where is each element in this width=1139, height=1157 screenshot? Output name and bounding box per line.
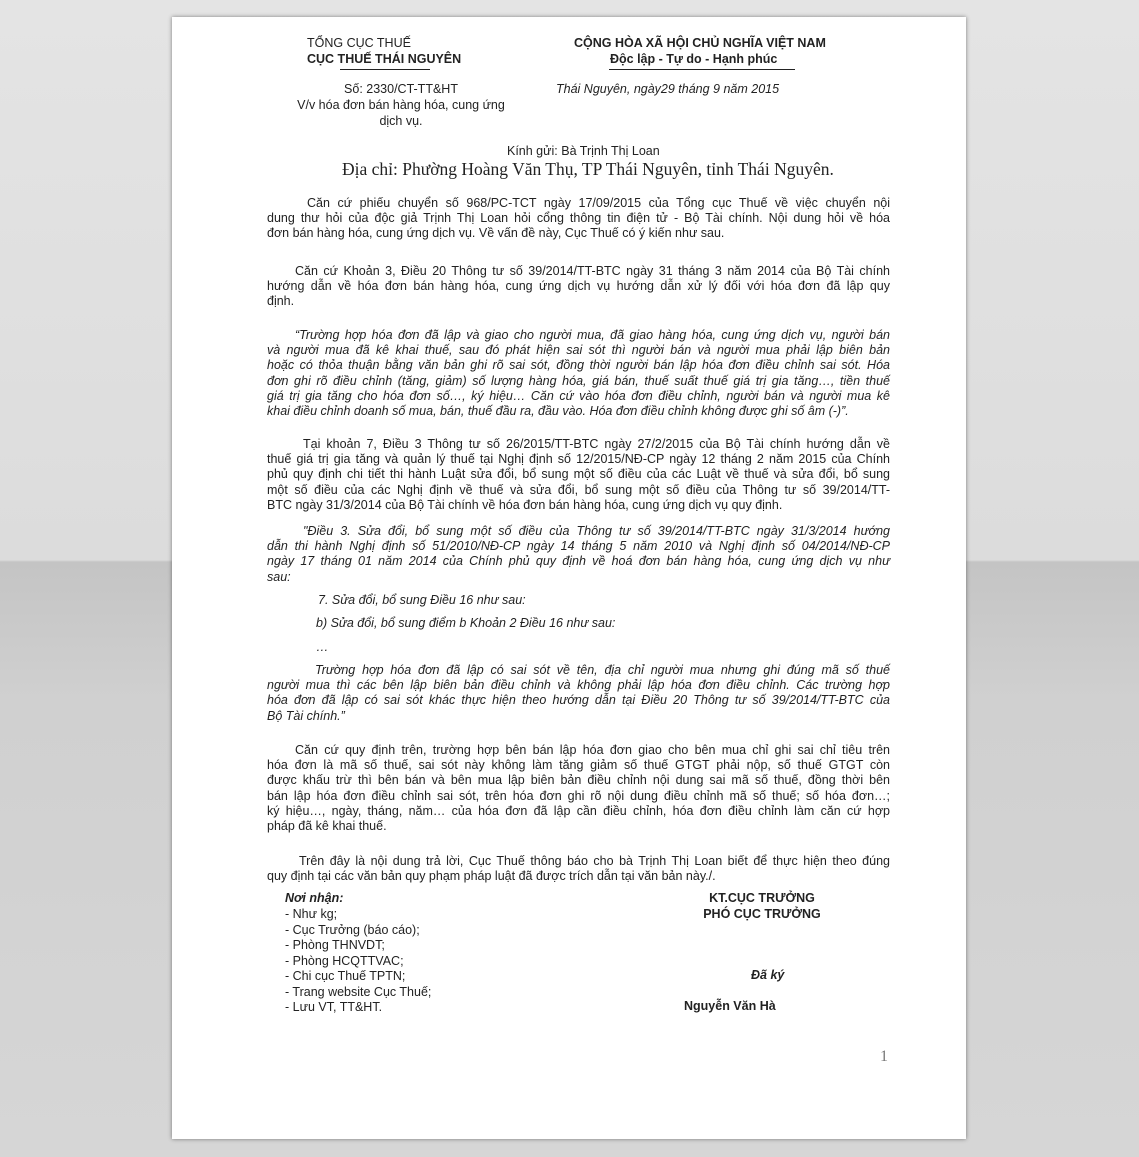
motto: Độc lập - Tự do - Hạnh phúc — [610, 52, 778, 66]
country-name: CỘNG HÒA XÃ HỘI CHỦ NGHĨA VIỆT NAM — [574, 36, 826, 50]
text-line: Tại khoản 7, Điều 3 Thông tư số 26/2015/TT-BTC ngày 27/2/2015 của Bộ Tài chính hướng dẫn về — [303, 437, 890, 451]
text-line: giá trị gia tăng cho hóa đơn số…, ký hiệu… Căn cứ vào hóa đơn điều chỉnh, người bán và người mua kê — [267, 388, 890, 403]
paragraph-9-quote — [267, 663, 890, 724]
text-line: định. — [267, 294, 295, 309]
text-line: sau: — [267, 569, 291, 584]
signature-title-2: PHÓ CỤC TRƯỞNG — [703, 907, 821, 921]
signer-name: Nguyễn Văn Hà — [684, 999, 776, 1013]
text-line: một số điều của các Nghị định về thuế và sửa đổi, bổ sung một số điều của Thông tư số 39/2014/TT- — [267, 482, 890, 497]
text-line: Căn cứ Khoản 3, Điều 20 Thông tư số 39/2014/TT-BTC ngày 31 tháng 3 năm 2014 của Bộ Tài chính — [295, 264, 890, 278]
text-line: phủ quy định chi tiết thi hành Luật sửa đổi, bổ sung một số điều của các Luật về thuế và sửa đổi, bổ sung — [267, 467, 890, 482]
recipient-address: Địa chỉ: Phường Hoàng Văn Thụ, TP Thái Nguyên, tỉnh Thái Nguyên. — [342, 159, 834, 179]
text-line: người mua thì các bên lập biên bản điều chỉnh và không phải lập hóa đơn điều chỉnh. Các trường hợp — [267, 678, 890, 693]
motto-underline — [609, 69, 795, 70]
text-line: đơn ghi rõ điều chỉnh (tăng, giảm) số lượng hàng hóa, giá bán, thuế suất thuế giá trị gia tăng…, tiền thuế — [267, 373, 890, 388]
text-line: khai điều chỉnh doanh số mua, bán, thuế đầu ra, đầu vào. Hóa đơn điều chỉnh không được ghi số âm (-)”. — [267, 404, 849, 419]
text-line: và người mua đã kê khai thuế, sau đó phát hiện sai sót thì người bán và người mua phải lập biên bản — [267, 343, 890, 358]
recipient-item: - Cục Trưởng (báo cáo); — [285, 922, 420, 937]
text-line: BTC ngày 31/3/2014 của Bộ Tài chính về hóa đơn bán hàng hóa, cung ứng dịch vụ quy định. — [267, 497, 783, 512]
recipient-item: - Lưu VT, TT&HT. — [285, 1000, 383, 1014]
agency-parent: TỔNG CỤC THUẾ — [307, 36, 411, 50]
recipient-item: - Phòng HCQTTVAC; — [285, 953, 404, 968]
text-line: hóa đơn đã lập có sai sót khác thực hiện theo hướng dẫn tại Điều 20 Thông tư số 39/2014/TT-BTC của — [267, 693, 890, 708]
text-line: bán lập hóa đơn điều chỉnh sai sót, trên hóa đơn ghi rõ nội dung điều chỉnh mã số thuế; số hóa đơn…; — [267, 788, 890, 803]
text-line: đơn bán hàng hóa, cung ứng dịch vụ. Về vấn đề này, Cục Thuế có ý kiến như sau. — [267, 226, 725, 241]
paragraph-6: 7. Sửa đổi, bổ sung Điều 16 như sau: — [318, 593, 526, 607]
agency-name: CỤC THUẾ THÁI NGUYÊN — [307, 52, 462, 66]
text-line: “Trường hợp hóa đơn đã lập và giao cho người mua, đã giao hàng hóa, cung ứng dịch vụ, người bán — [295, 328, 890, 342]
recipient-item: - Trang website Cục Thuế; — [285, 984, 432, 999]
paragraph-4 — [267, 437, 890, 513]
text-line: hướng dẫn về hóa đơn bán hàng hóa, cung ứng dịch vụ hướng dẫn xử lý đối với hóa đơn đã lập quy — [267, 279, 890, 294]
text-line: "Điều 3. Sửa đổi, bổ sung một số điều của Thông tư số 39/2014/TT-BTC ngày 31/3/2014 hướng — [303, 524, 890, 538]
paragraph-2 — [267, 264, 890, 310]
paragraph-1 — [267, 196, 890, 242]
recipients-list — [285, 907, 431, 1016]
subject-line-1: V/v hóa đơn bán hàng hóa, cung ứng — [297, 98, 505, 112]
recipients-label: Nơi nhận: — [285, 891, 344, 905]
text-line: dẫn thi hành Nghị định số 51/2010/NĐ-CP ngày 14 tháng 5 năm 2010 và Nghị định số 04/2014/NĐ-CP — [267, 539, 890, 554]
paragraph-5-quote — [267, 524, 890, 585]
text-line: thuế giá trị gia tăng và quản lý thuế tại Nghị định số 12/2015/NĐ-CP ngày 12 tháng 2 năm 2015 của Chính — [267, 452, 890, 467]
subject-line-2: dịch vụ. — [379, 114, 423, 128]
text-line: quy định tại các văn bản quy phạm pháp luật đã được trích dẫn tại văn bản này./. — [267, 869, 716, 884]
paragraph-8: … — [316, 640, 329, 654]
text-line: ký hiệu…, ngày, tháng, năm… của hóa đơn đã lập cần điều chỉnh, hóa đơn điều chỉnh làm căn cứ hợp — [267, 803, 890, 818]
text-line: Trường hợp hóa đơn đã lập có sai sót về tên, địa chỉ người mua nhưng ghi đúng mã số thuế — [315, 663, 890, 677]
signature-title-1: KT.CỤC TRƯỞNG — [709, 891, 815, 905]
text-line: được khấu trừ thì bên bán và bên mua lập biên bản điều chỉnh nội dung sai mã số thuế, đồng thời bên — [267, 773, 890, 788]
recipient-item: - Phòng THNVDT; — [285, 938, 385, 952]
text-line: Căn cứ phiếu chuyển số 968/PC-TCT ngày 17/09/2015 của Tổng cục Thuế về việc chuyển nội — [307, 196, 890, 210]
paragraph-10 — [267, 743, 890, 834]
paragraph-11 — [267, 854, 890, 884]
text-line: pháp đã kê khai thuế. — [267, 819, 387, 834]
text-line: ngày 17 tháng 01 năm 2014 của Chính phủ quy định về hoá đơn bán hàng hóa, cung ứng dịch vụ như — [267, 554, 890, 569]
text-line: Bộ Tài chính.” — [267, 708, 345, 723]
document-page — [172, 17, 966, 1139]
paragraph-3-quote — [267, 328, 890, 419]
paragraph-7: b) Sửa đổi, bổ sung điểm b Khoản 2 Điều 16 như sau: — [316, 616, 616, 630]
doc-number: Số: 2330/CT-TT&HT — [344, 82, 458, 96]
page-number: 1 — [880, 1048, 888, 1065]
place-date: Thái Nguyên, ngày29 tháng 9 năm 2015 — [556, 82, 780, 96]
text-line: dung thư hỏi của độc giả Trịnh Thị Loan hỏi cổng thông tin điện tử - Bộ Tài chính. Nội dung hỏi về hóa — [267, 211, 890, 226]
recipient-to: Kính gửi: Bà Trịnh Thị Loan — [507, 144, 660, 158]
text-line: Căn cứ quy định trên, trường hợp bên bán lập hóa đơn giao cho bên mua chỉ ghi sai chỉ tiêu trên — [295, 743, 890, 757]
text-line: hóa đơn là mã số thuế, sai sót này không làm tăng giảm số thuế GTGT phải nộp, số thuế GTGT còn — [267, 758, 890, 773]
signature-signed: Đã ký — [751, 968, 785, 982]
agency-underline — [340, 69, 430, 70]
text-line: Trên đây là nội dung trả lời, Cục Thuế thông báo cho bà Trịnh Thị Loan biết để thực hiện theo đúng — [299, 854, 890, 868]
recipient-item: - Chi cục Thuế TPTN; — [285, 969, 406, 983]
text-line: hoặc có thỏa thuận bằng văn bản ghi rõ sai sót, đồng thời người bán lập hóa đơn điều chỉnh sai sót. Hóa — [267, 358, 890, 373]
recipient-item: - Như kg; — [285, 907, 338, 921]
